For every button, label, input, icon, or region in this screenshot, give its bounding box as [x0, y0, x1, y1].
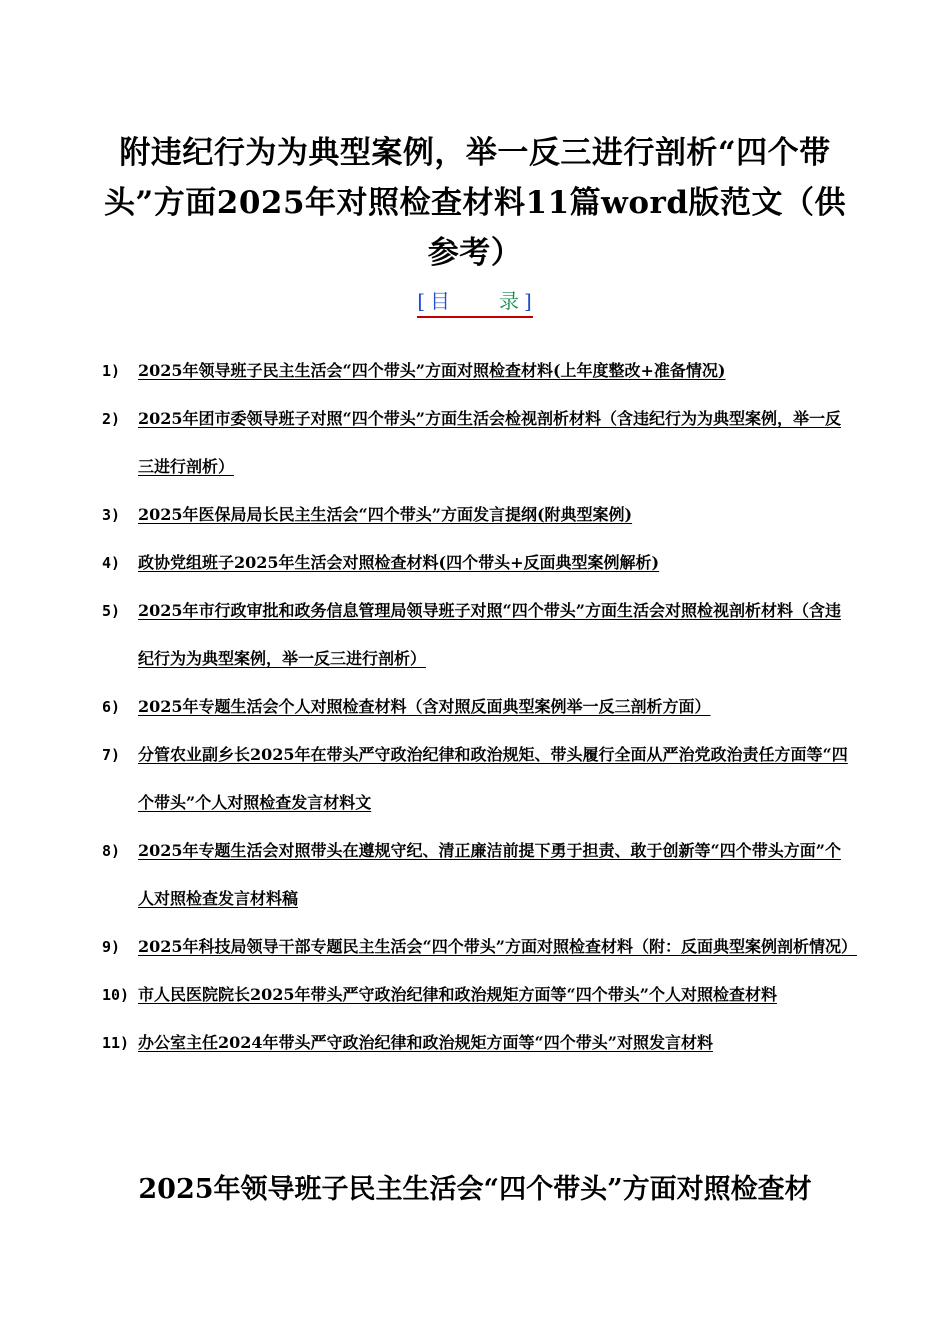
toc-heading-char-2: 录: [499, 289, 520, 313]
toc-heading-link[interactable]: [417, 286, 533, 318]
toc-item: [100, 923, 855, 971]
toc-item-number: 10): [102, 986, 130, 1004]
toc-heading[interactable]: [0, 286, 950, 318]
toc-item: [100, 587, 855, 683]
toc-item-number: 4): [102, 554, 121, 572]
toc-item-number: 3): [102, 506, 121, 524]
toc-item-link[interactable]: 2025年专题生活会对照带头在遵规守纪、清正廉洁前提下勇于担责、敢于创新等“四个带头方面”个人对照检查发言材料稿: [138, 841, 841, 908]
toc-item: [100, 827, 855, 923]
document-title: 附违纪行为为典型案例，举一反三进行剖析“四个带头”方面2025年对照检查材料11篇word版范文（供参考）: [103, 135, 847, 271]
toc-item: [100, 683, 855, 731]
toc-item-link[interactable]: 政协党组班子2025年生活会对照检查材料(四个带头+反面典型案例解析): [138, 553, 660, 572]
toc-bracket-open: [: [417, 289, 426, 313]
toc-bracket-close: ]: [524, 289, 533, 313]
toc-item: [100, 1019, 855, 1067]
toc-item-link[interactable]: 2025年科技局领导干部专题民主生活会“四个带头”方面对照检查材料（附：反面典型案例剖析情况）: [138, 937, 857, 956]
toc-item: [100, 731, 855, 827]
section-title: 2025年领导班子民主生活会“四个带头”方面对照检查材: [138, 1174, 812, 1205]
toc-item-number: 7): [102, 746, 121, 764]
toc-item-link[interactable]: 2025年领导班子民主生活会“四个带头”方面对照检查材料(上年度整改+准备情况): [138, 361, 726, 380]
toc-item-number: 2): [102, 410, 121, 428]
toc-item-number: 11): [102, 1034, 130, 1052]
toc-item-number: 5): [102, 602, 121, 620]
toc-item-number: 9): [102, 938, 121, 956]
toc-item: [100, 395, 855, 491]
toc-item: [100, 971, 855, 1019]
toc-item-link[interactable]: 2025年医保局局长民主生活会“四个带头”方面发言提纲(附典型案例): [138, 505, 633, 524]
toc-item-number: 8): [102, 842, 121, 860]
toc-item: [100, 539, 855, 587]
toc-list: [100, 347, 855, 1067]
toc-item-link[interactable]: 办公室主任2024年带头严守政治纪律和政治规矩方面等“四个带头”对照发言材料: [138, 1033, 713, 1052]
toc-item-link[interactable]: 市人民医院院长2025年带头严守政治纪律和政治规矩方面等“四个带头”个人对照检查材料: [138, 985, 777, 1004]
toc-item: [100, 347, 855, 395]
toc-item-link[interactable]: 2025年市行政审批和政务信息管理局领导班子对照“四个带头”方面生活会对照检视剖析材料（含违纪行为为典型案例，举一反三进行剖析）: [138, 601, 841, 668]
toc-heading-char-1: 目: [430, 289, 451, 313]
toc-item: [100, 491, 855, 539]
toc-item-number: 6): [102, 698, 121, 716]
toc-item-link[interactable]: 分管农业副乡长2025年在带头严守政治纪律和政治规矩、带头履行全面从严治党政治责任方面等“四个带头”个人对照检查发言材料文: [138, 745, 848, 812]
toc-item-link[interactable]: 2025年专题生活会个人对照检查材料（含对照反面典型案例举一反三剖析方面）: [138, 697, 711, 716]
toc-item-link[interactable]: 2025年团市委领导班子对照“四个带头”方面生活会检视剖析材料（含违纪行为为典型案例，举一反三进行剖析）: [138, 409, 841, 476]
toc-item-number: 1): [102, 362, 121, 380]
